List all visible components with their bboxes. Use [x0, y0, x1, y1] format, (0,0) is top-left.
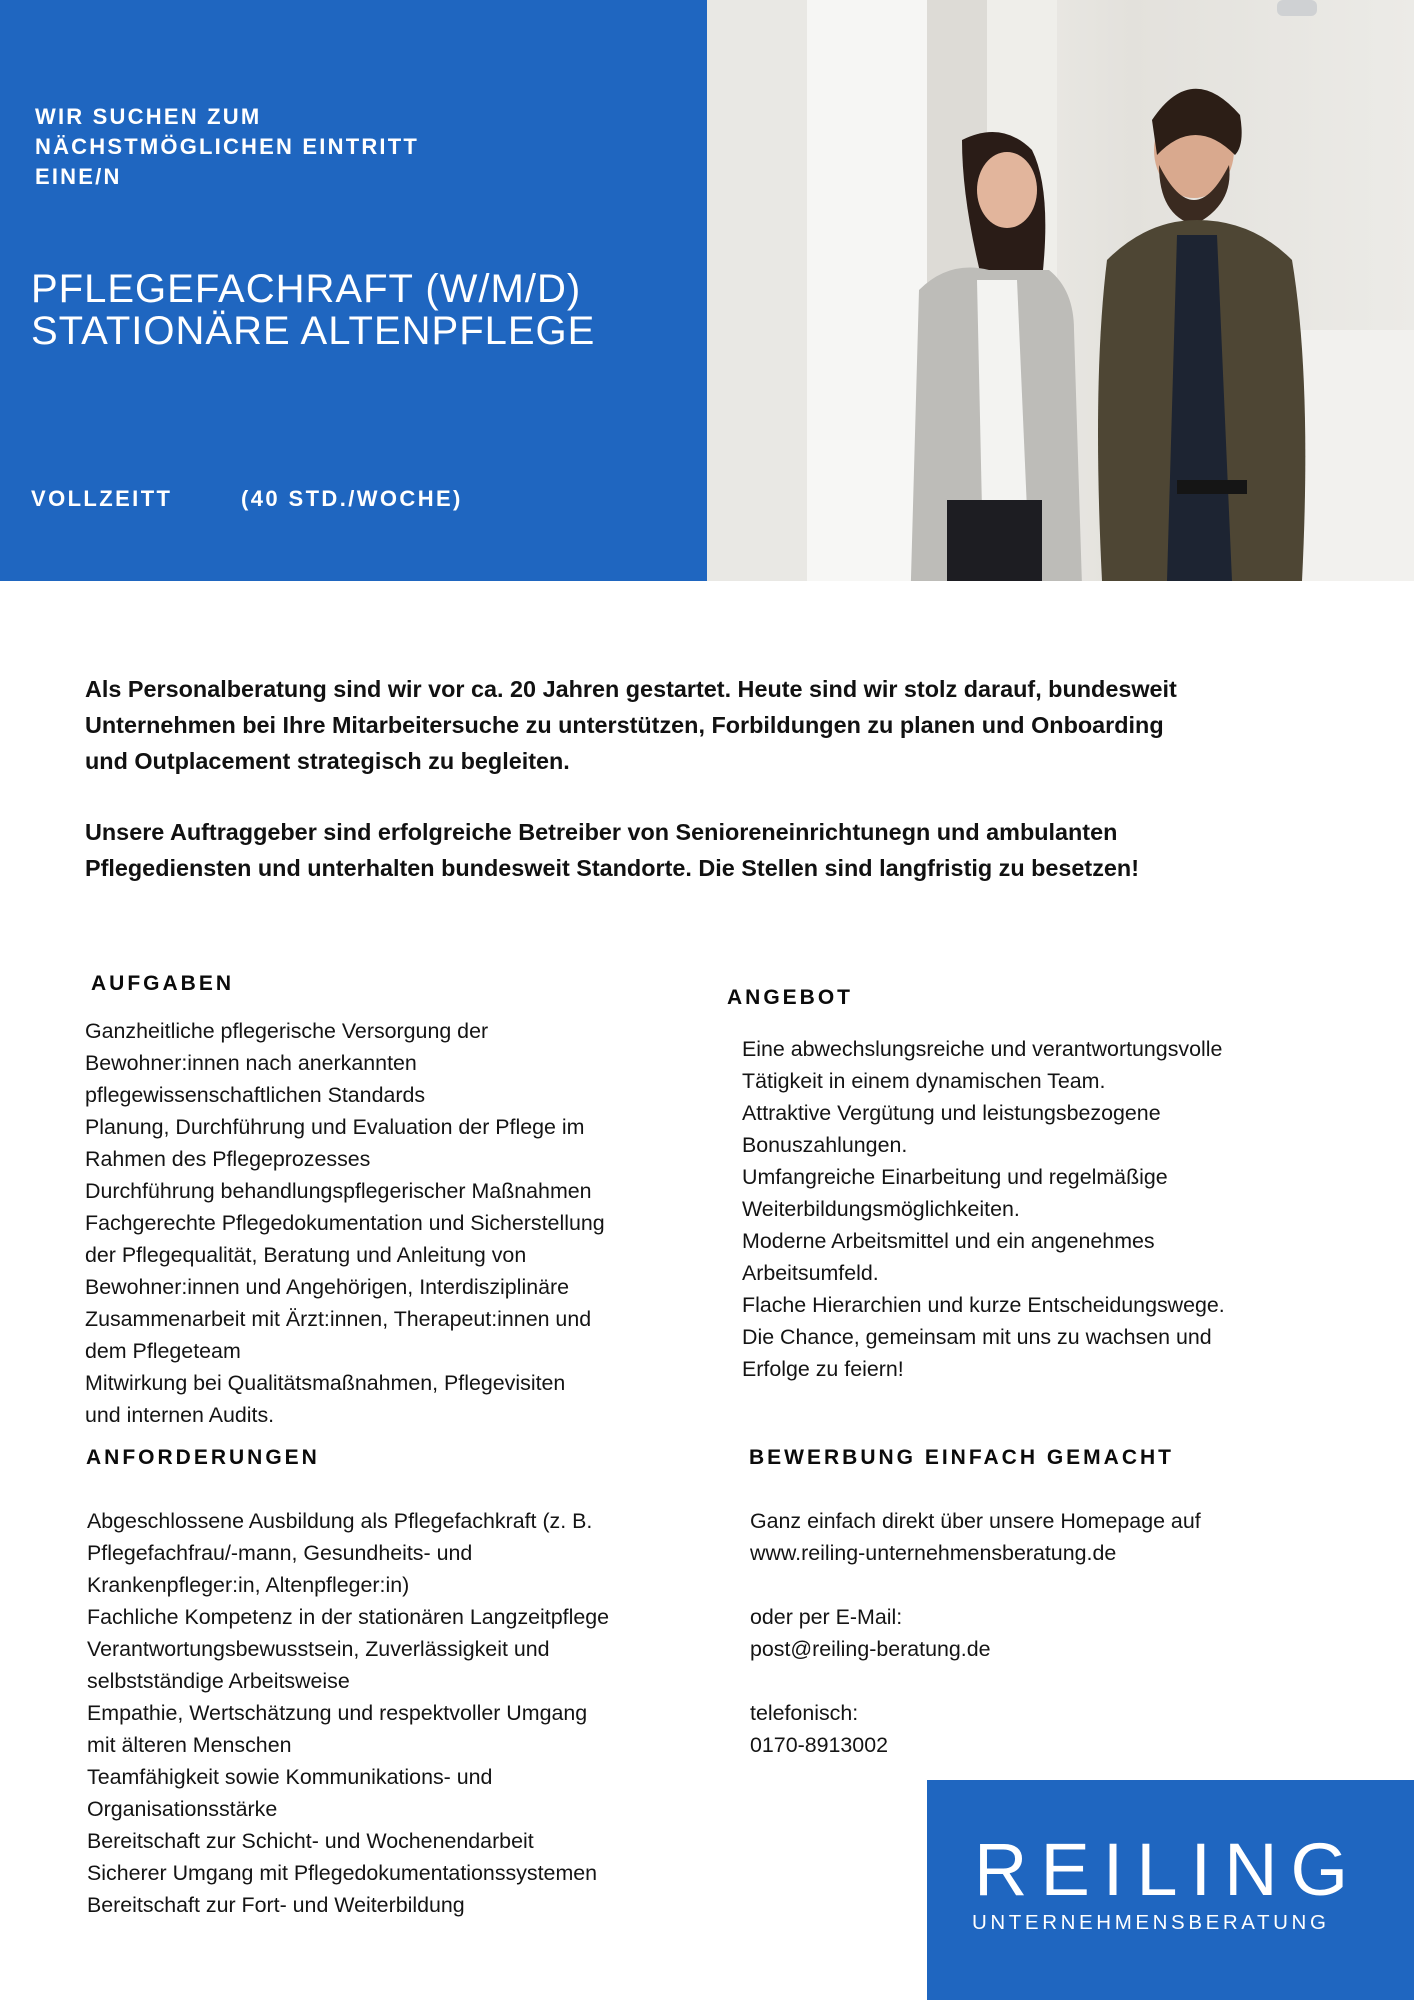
- list-item: Rahmen des Pflegeprozesses: [85, 1147, 371, 1171]
- list-item: Krankenpfleger:in, Altenpfleger:in): [87, 1573, 410, 1597]
- list-item: Abgeschlossene Ausbildung als Pflegefachkraft (z. B.: [87, 1509, 593, 1533]
- list-item: Planung, Durchführung und Evaluation der Pflege im: [85, 1115, 585, 1139]
- intro-line: Unsere Auftraggeber sind erfolgreiche Betreiber von Senioreneinrichtunegn und ambulanten: [85, 819, 1118, 845]
- homepage-link[interactable]: www.reiling-unternehmensberatung.de: [750, 1541, 1117, 1565]
- list-item: Fachgerechte Pflegedokumentation und Sicherstellung: [85, 1211, 605, 1235]
- anforderungen-heading: ANFORDERUNGEN: [86, 1446, 320, 1469]
- list-item: Die Chance, gemeinsam mit uns zu wachsen und: [742, 1325, 1212, 1349]
- angebot-heading: ANGEBOT: [727, 986, 853, 1009]
- list-item: mit älteren Menschen: [87, 1733, 292, 1757]
- people-photo-icon: [707, 0, 1414, 581]
- job-title: [31, 268, 595, 352]
- list-item: Bewohner:innen und Angehörigen, Interdisziplinäre: [85, 1275, 570, 1299]
- list-item: Tätigkeit in einem dynamischen Team.: [742, 1069, 1106, 1093]
- list-item: Pflegefachfrau/-mann, Gesundheits- und: [87, 1541, 473, 1565]
- intro-line: Unternehmen bei Ihre Mitarbeitersuche zu unterstützen, Forbildungen zu planen und Onboarding: [85, 712, 1164, 738]
- intro-paragraph-1: [85, 671, 1345, 779]
- list-item: Fachliche Kompetenz in der stationären Langzeitpflege: [87, 1605, 610, 1629]
- list-item: dem Pflegeteam: [85, 1339, 241, 1363]
- angebot-list: [742, 1033, 1225, 1385]
- anforderungen-list: [87, 1505, 609, 1921]
- homepage-intro: Ganz einfach direkt über unsere Homepage auf: [750, 1509, 1201, 1533]
- job-title-line: STATIONÄRE ALTENPFLEGE: [31, 309, 596, 353]
- working-hours: (40 STD./WOCHE): [241, 486, 463, 511]
- logo-name: REILING: [974, 1828, 1362, 1911]
- list-item: Moderne Arbeitsmittel und ein angenehmes: [742, 1229, 1155, 1253]
- eyebrow-line: NÄCHSTMÖGLICHEN EINTRITT: [35, 134, 420, 159]
- email-link[interactable]: post@reiling-beratung.de: [750, 1637, 991, 1661]
- list-item: pflegewissenschaftlichen Standards: [85, 1083, 426, 1107]
- logo-subtitle: UNTERNEHMENSBERATUNG: [972, 1911, 1330, 1934]
- list-item: Weiterbildungsmöglichkeiten.: [742, 1197, 1020, 1221]
- list-item: Durchführung behandlungspflegerischer Maßnahmen: [85, 1179, 592, 1203]
- list-item: und internen Audits.: [85, 1403, 275, 1427]
- list-item: Erfolge zu feiern!: [742, 1357, 904, 1381]
- list-item: Ganzheitliche pflegerische Versorgung der: [85, 1019, 489, 1043]
- list-item: Flache Hierarchien und kurze Entscheidungswege.: [742, 1293, 1225, 1317]
- phone-link[interactable]: 0170-8913002: [750, 1733, 888, 1757]
- intro-line: Pflegediensten und unterhalten bundesweit Standorte. Die Stellen sind langfristig zu besetzen!: [85, 855, 1140, 881]
- list-item: Bonuszahlungen.: [742, 1133, 908, 1157]
- hero-panel: [0, 0, 707, 581]
- list-item: Arbeitsumfeld.: [742, 1261, 879, 1285]
- list-item: Empathie, Wertschätzung und respektvoller Umgang: [87, 1701, 588, 1725]
- list-item: Teamfähigkeit sowie Kommunikations- und: [87, 1765, 493, 1789]
- bewerbung-contact: [750, 1505, 1201, 1761]
- aufgaben-heading: AUFGABEN: [91, 972, 234, 995]
- list-item: Umfangreiche Einarbeitung und regelmäßige: [742, 1165, 1168, 1189]
- company-logo: [927, 1780, 1414, 2000]
- job-title-line: PFLEGEFACHRAFT (W/M/D): [31, 267, 582, 311]
- intro-line: und Outplacement strategisch zu begleiten.: [85, 748, 570, 774]
- list-item: selbstständige Arbeitsweise: [87, 1669, 350, 1693]
- list-item: Bereitschaft zur Fort- und Weiterbildung: [87, 1893, 465, 1917]
- list-item: Sicherer Umgang mit Pflegedokumentationssystemen: [87, 1861, 598, 1885]
- hero-eyebrow: [35, 102, 419, 192]
- intro-line: Als Personalberatung sind wir vor ca. 20 Jahren gestartet. Heute sind wir stolz darauf, bundesweit: [85, 676, 1177, 702]
- list-item: Zusammenarbeit mit Ärzt:innen, Therapeut:innen und: [85, 1307, 592, 1331]
- list-item: Eine abwechslungsreiche und verantwortungsvolle: [742, 1037, 1223, 1061]
- employment-type: VOLLZEITT: [31, 486, 173, 511]
- list-item: der Pflegequalität, Beratung und Anleitung von: [85, 1243, 527, 1267]
- list-item: Verantwortungsbewusstsein, Zuverlässigkeit und: [87, 1637, 550, 1661]
- phone-label: telefonisch:: [750, 1701, 859, 1725]
- list-item: Attraktive Vergütung und leistungsbezogene: [742, 1101, 1161, 1125]
- list-item: Bewohner:innen nach anerkannten: [85, 1051, 417, 1075]
- list-item: Bereitschaft zur Schicht- und Wochenendarbeit: [87, 1829, 534, 1853]
- intro-paragraph-2: [85, 814, 1345, 886]
- list-item: Organisationsstärke: [87, 1797, 278, 1821]
- bewerbung-heading: BEWERBUNG EINFACH GEMACHT: [749, 1446, 1174, 1469]
- list-item: Mitwirkung bei Qualitätsmaßnahmen, Pflegevisiten: [85, 1371, 566, 1395]
- email-label: oder per E-Mail:: [750, 1605, 903, 1629]
- aufgaben-list: [85, 1015, 605, 1431]
- eyebrow-line: EINE/N: [35, 164, 122, 189]
- eyebrow-line: WIR SUCHEN ZUM: [35, 104, 262, 129]
